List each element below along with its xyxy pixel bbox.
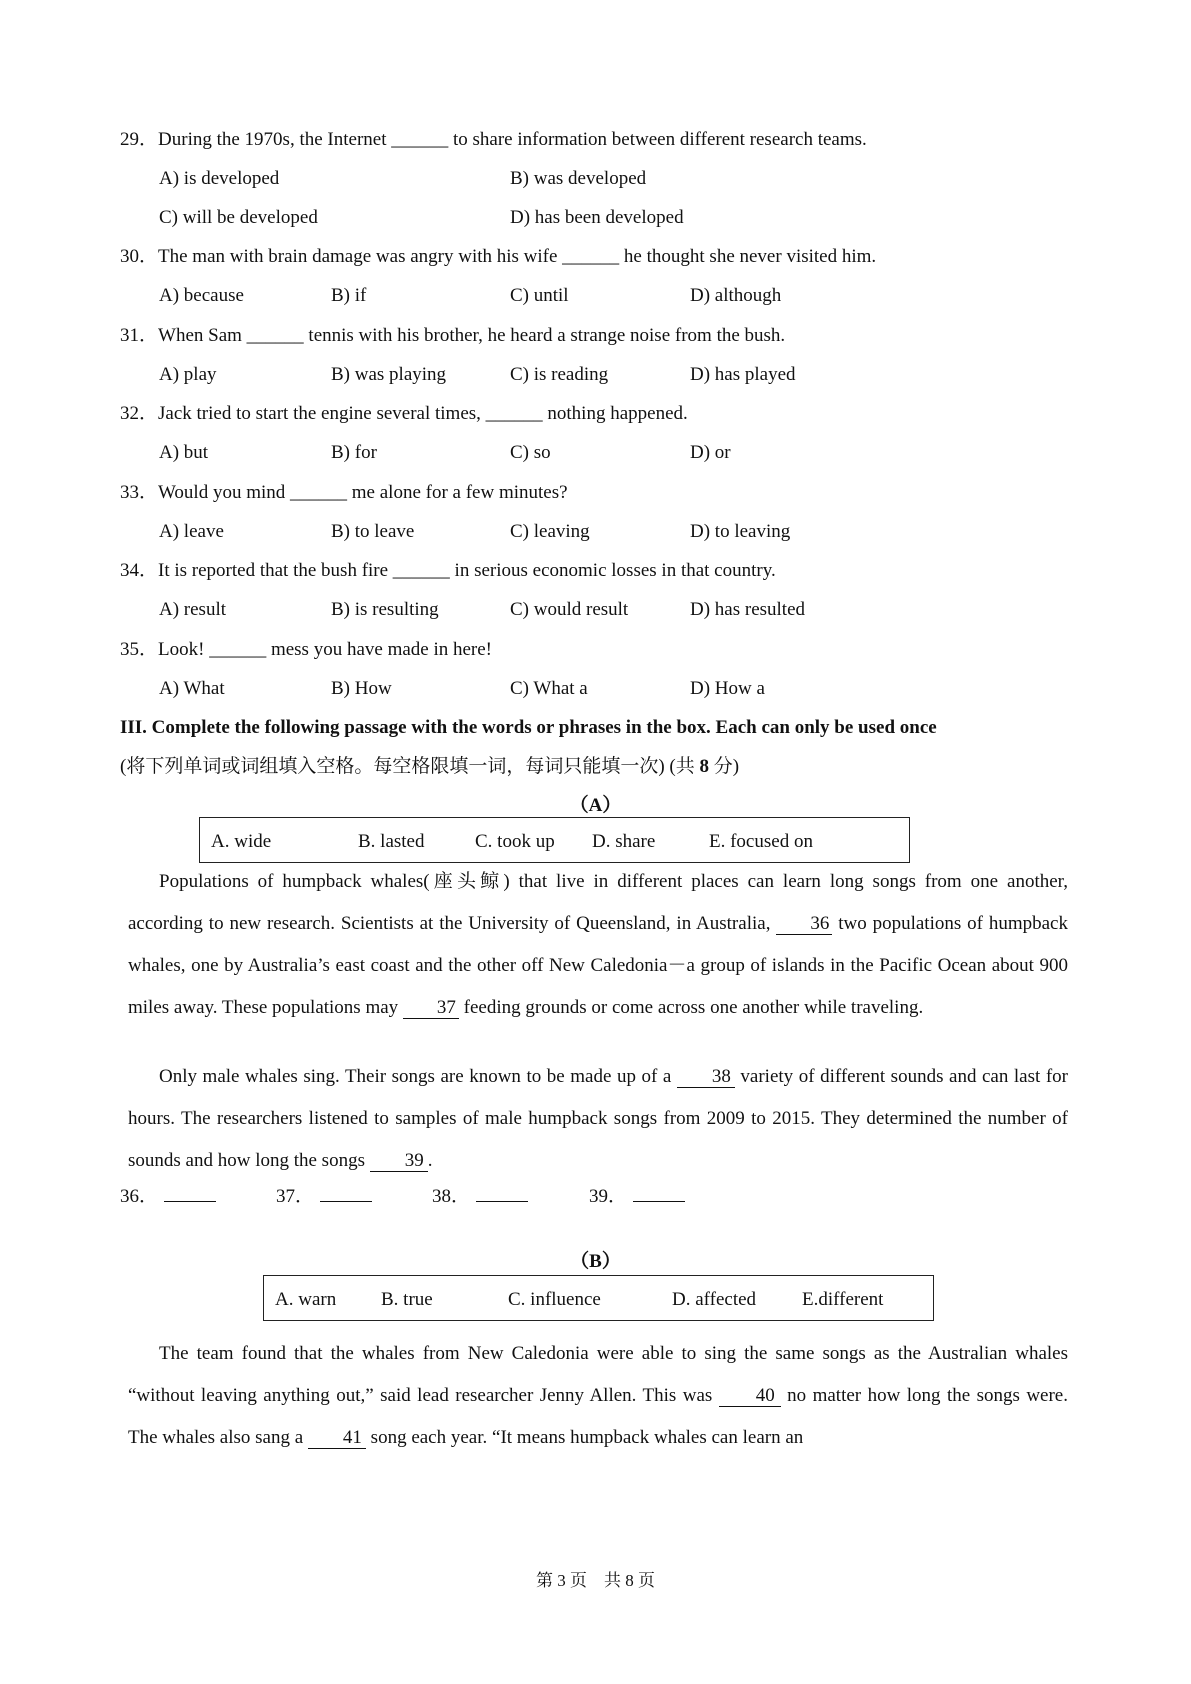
option-b: B) was developed <box>510 168 647 189</box>
option-b: B) to leave <box>331 521 415 542</box>
option-d: D) has been developed <box>510 207 684 228</box>
question-35-stem: 35．Look! ______ mess you have made in here! <box>120 639 493 660</box>
word-box-item: B. true <box>381 1289 433 1310</box>
option-d: D) How a <box>690 678 765 699</box>
question-33-stem: 33．Would you mind ______ me alone for a few minutes? <box>120 482 568 503</box>
word-box-item: A. warn <box>275 1289 337 1310</box>
option-c: C) What a <box>510 678 588 699</box>
answer-37[interactable]: 37． <box>276 1183 372 1209</box>
option-b: B) How <box>331 678 392 699</box>
blank-41: 41 <box>308 1428 366 1449</box>
option-c: C) is reading <box>510 364 609 385</box>
option-a: A) but <box>159 442 209 463</box>
option-c: C) leaving <box>510 521 590 542</box>
option-a: A) leave <box>159 521 224 542</box>
blank-40: 40 <box>719 1386 781 1407</box>
option-a: A) because <box>159 285 244 306</box>
blank-39: 39 <box>370 1151 428 1172</box>
option-b: B) was playing <box>331 364 447 385</box>
blank-38: 38 <box>677 1067 735 1088</box>
option-d: D) or <box>690 442 731 463</box>
option-c: C) will be developed <box>159 207 318 228</box>
word-box-item: A. wide <box>211 831 272 852</box>
answer-39[interactable]: 39． <box>589 1183 685 1209</box>
word-box-item: B. lasted <box>358 831 425 852</box>
option-b: B) is resulting <box>331 599 439 620</box>
question-29-stem: 29．During the 1970s, the Internet ______ to share information between different research teams. <box>120 129 867 150</box>
word-box-item: D. affected <box>672 1289 757 1310</box>
word-box-item: E.different <box>802 1289 884 1310</box>
page-footer: 第 3 页 共 8 页 <box>536 1571 655 1590</box>
word-box-b <box>263 1275 934 1321</box>
word-box-a <box>199 817 910 863</box>
passage-a-paragraph-1: Populations of humpback whales(座头鲸) that live in different places can learn long songs from one another, according to new research. Scientists at the University of Queensland, in Australia, 36 two populations of humpback whales, one by Australia’s east coast and the other off New Caledonia－a group of islands in the Pacific Ocean about 900 miles away. These populations may 37 feeding grounds or come across one another while traveling. <box>128 871 1068 1018</box>
question-30-stem: 30．The man with brain damage was angry with his wife ______ he thought she never visited him. <box>120 246 877 267</box>
option-c: C) so <box>510 442 551 463</box>
option-c: C) until <box>510 285 569 306</box>
question-32-stem: 32．Jack tried to start the engine several times, ______ nothing happened. <box>120 403 688 424</box>
word-box-item: C. took up <box>475 831 555 852</box>
question-31-stem: 31．When Sam ______ tennis with his brother, he heard a strange noise from the bush. <box>120 325 786 346</box>
option-a: A) result <box>159 599 227 620</box>
word-box-item: D. share <box>592 831 656 852</box>
option-d: D) although <box>690 285 782 306</box>
option-d: D) has resulted <box>690 599 806 620</box>
part-b-label: （B） <box>570 1251 621 1272</box>
word-box-item: E. focused on <box>709 831 813 852</box>
blank-36: 36 <box>776 914 832 935</box>
blank-37: 37 <box>403 998 459 1019</box>
section-heading: III. Complete the following passage with the words or phrases in the box. Each can only be used once <box>120 717 937 738</box>
passage-b-paragraph-1: The team found that the whales from New Caledonia were able to sing the same songs as the Australian whales “without leaving anything out,” said lead researcher Jenny Allen. This was 40 no matter how long the songs were. The whales also sang a 41 song each year. “It means humpback whales can learn an <box>128 1343 1068 1448</box>
option-b: B) for <box>331 442 377 463</box>
word-box-item: C. influence <box>508 1289 601 1310</box>
option-b: B) if <box>331 285 367 306</box>
option-a: A) is developed <box>159 168 280 189</box>
option-d: D) to leaving <box>690 521 791 542</box>
answer-38[interactable]: 38． <box>432 1183 528 1209</box>
option-c: C) would result <box>510 599 629 620</box>
part-a-label: （A） <box>569 795 622 816</box>
passage-a-paragraph-2: Only male whales sing. Their songs are known to be made up of a 38 variety of different sounds and can last for hours. The researchers listened to samples of male humpback songs from 2009 to 2015. They determined the number of sounds and how long the songs 39 . <box>128 1066 1068 1171</box>
option-d: D) has played <box>690 364 796 385</box>
question-34-stem: 34．It is reported that the bush fire ______ in serious economic losses in that country. <box>120 560 776 581</box>
section-subheading: (将下列单词或词组填入空格。每空格限填一词，每词只能填一次) (共 8 分) <box>120 756 740 777</box>
answer-36[interactable]: 36． <box>120 1183 216 1209</box>
option-a: A) play <box>159 364 217 385</box>
option-a: A) What <box>159 678 225 699</box>
